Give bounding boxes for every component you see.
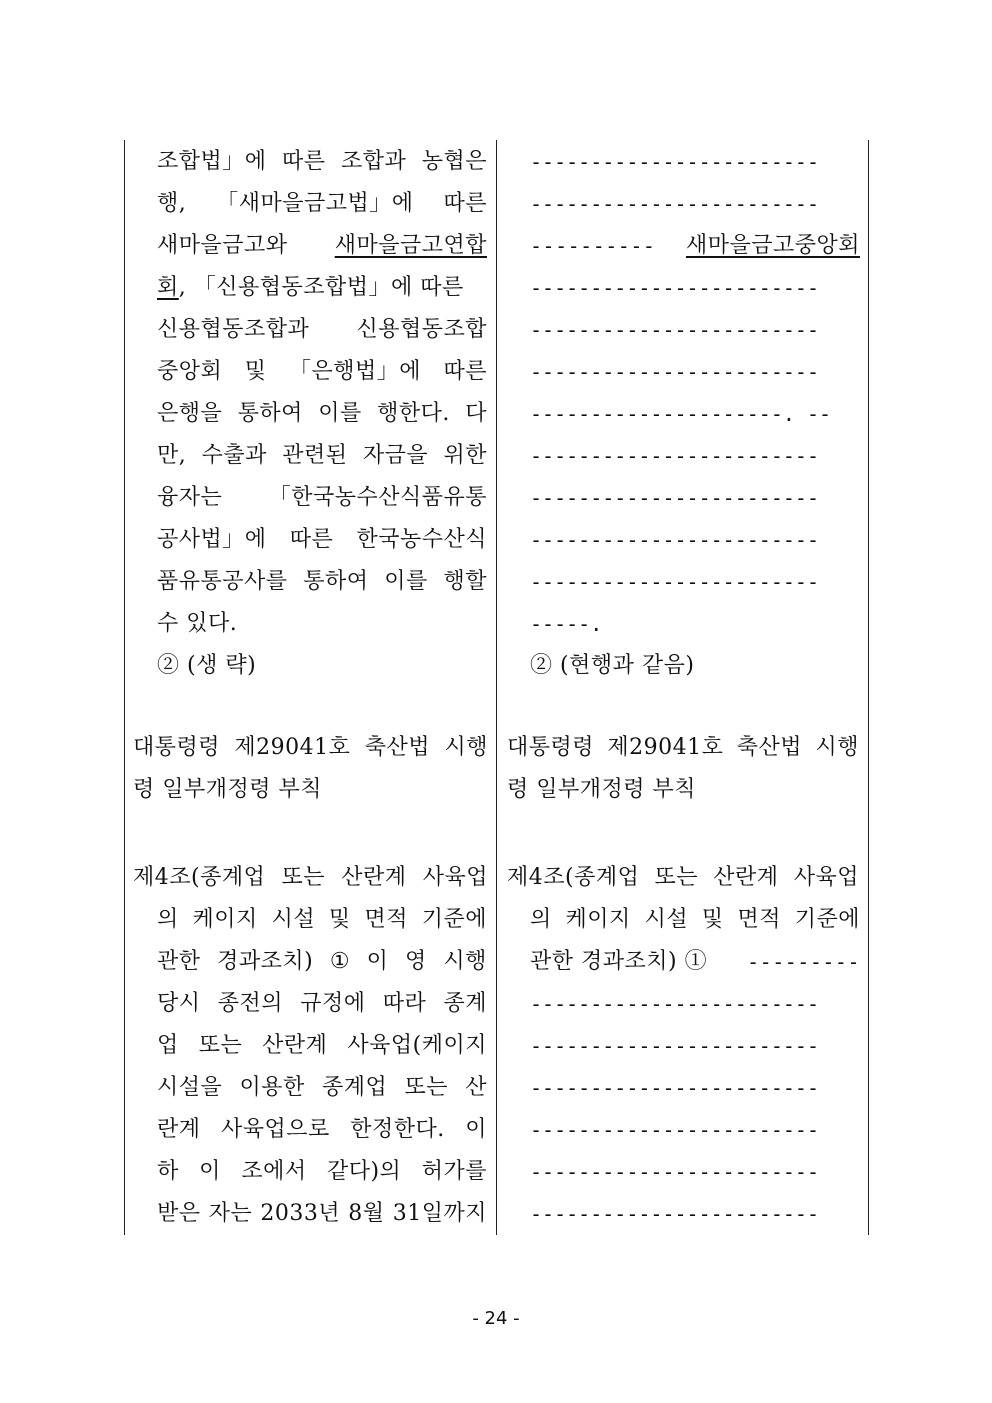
left-text-line: 업 또는 산란계 사육업(케이지 xyxy=(157,1033,487,1058)
left-heading-line: 령 일부개정령 부칙 xyxy=(133,777,323,802)
right-text-line: 의 케이지 시설 및 면적 기준에 xyxy=(530,907,860,932)
left-text-line: ② (생 략) xyxy=(157,653,257,678)
table-right-border xyxy=(868,140,869,1235)
left-heading-line: 대통령령 제29041호 축산법 시행 xyxy=(133,735,488,760)
left-text-line: 당시 종전의 규정에 따라 종계 xyxy=(157,991,487,1016)
left-text-line: 중앙회 및 「은행법」에 따른 xyxy=(157,359,487,384)
left-text-line: 공사법」에 따른 한국농수산식 xyxy=(157,527,487,552)
right-dash-line: ------------------------ xyxy=(530,486,819,510)
left-text-line: 조합법」에 따른 조합과 농협은 xyxy=(157,149,487,174)
right-heading-line: 령 일부개정령 부칙 xyxy=(507,777,697,802)
left-text-line: 회, 「신용협동조합법」에 따른 xyxy=(157,275,464,300)
right-dash-line: ------------------------ xyxy=(530,360,819,384)
page-number: - 24 - xyxy=(472,1308,520,1329)
right-dash-line: ------------------------ xyxy=(530,1034,819,1058)
right-dash-line: ------------------------ xyxy=(530,528,819,552)
right-dash-line: -----. xyxy=(530,612,603,636)
right-dash-line: ------------------------ xyxy=(530,150,819,174)
left-text-line: 품유통공사를 통하여 이를 행할 xyxy=(157,569,487,594)
right-dash-line: ------------------------ xyxy=(530,276,819,300)
left-text-line: 제4조(종계업 또는 산란계 사육업 xyxy=(133,865,488,890)
left-text-line: 신용협동조합과 신용협동조합 xyxy=(157,317,487,342)
table-column-divider xyxy=(496,140,497,1235)
right-dash-line: ------------------------ xyxy=(530,1076,819,1100)
right-heading-line: 대통령령 제29041호 축산법 시행 xyxy=(507,735,859,760)
right-dash-line: ------------------------ xyxy=(530,992,819,1016)
left-text-line: 란계 사육업으로 한정한다. 이 xyxy=(157,1117,487,1142)
left-text-line: 시설을 이용한 종계업 또는 산 xyxy=(157,1075,487,1100)
right-text-line: 관한 경과조치) ① --------- xyxy=(530,949,860,974)
left-text-line: 새마을금고와 새마을금고연합 xyxy=(157,233,487,258)
right-dash-line: ------------------------ xyxy=(530,1160,819,1184)
right-dash-line: ------------------------ xyxy=(530,570,819,594)
left-text-line: 수 있다. xyxy=(157,611,238,636)
right-dash-line: ------------------------ xyxy=(530,1118,819,1142)
left-text-line: 은행을 통하여 이를 행한다. 다 xyxy=(157,401,487,426)
left-text-line: 받은 자는 2033년 8월 31일까지 xyxy=(157,1201,487,1226)
right-dash-line: ------------------------ xyxy=(530,1202,819,1226)
left-text-line: 의 케이지 시설 및 면적 기준에 xyxy=(157,907,487,932)
right-dash-line: ---------------------. -- xyxy=(530,402,832,426)
right-text-line: ---------- 새마을금고중앙회 xyxy=(530,233,860,258)
left-text-line: 하 이 조에서 같다)의 허가를 xyxy=(157,1159,487,1184)
right-dash-line: ------------------------ xyxy=(530,444,819,468)
left-text-line: 만, 수출과 관련된 자금을 위한 xyxy=(157,443,487,468)
right-item-2: ② (현행과 같음) xyxy=(530,653,695,678)
table-left-border xyxy=(124,140,125,1235)
left-text-line: 관한 경과조치) ① 이 영 시행 xyxy=(157,949,487,974)
right-text-line: 제4조(종계업 또는 산란계 사육업 xyxy=(507,865,859,890)
left-text-line: 융자는 「한국농수산식품유통 xyxy=(157,485,487,510)
right-dash-line: ------------------------ xyxy=(530,192,819,216)
left-text-line: 행, 「새마을금고법」에 따른 xyxy=(157,191,487,216)
right-dash-line: ------------------------ xyxy=(530,318,819,342)
